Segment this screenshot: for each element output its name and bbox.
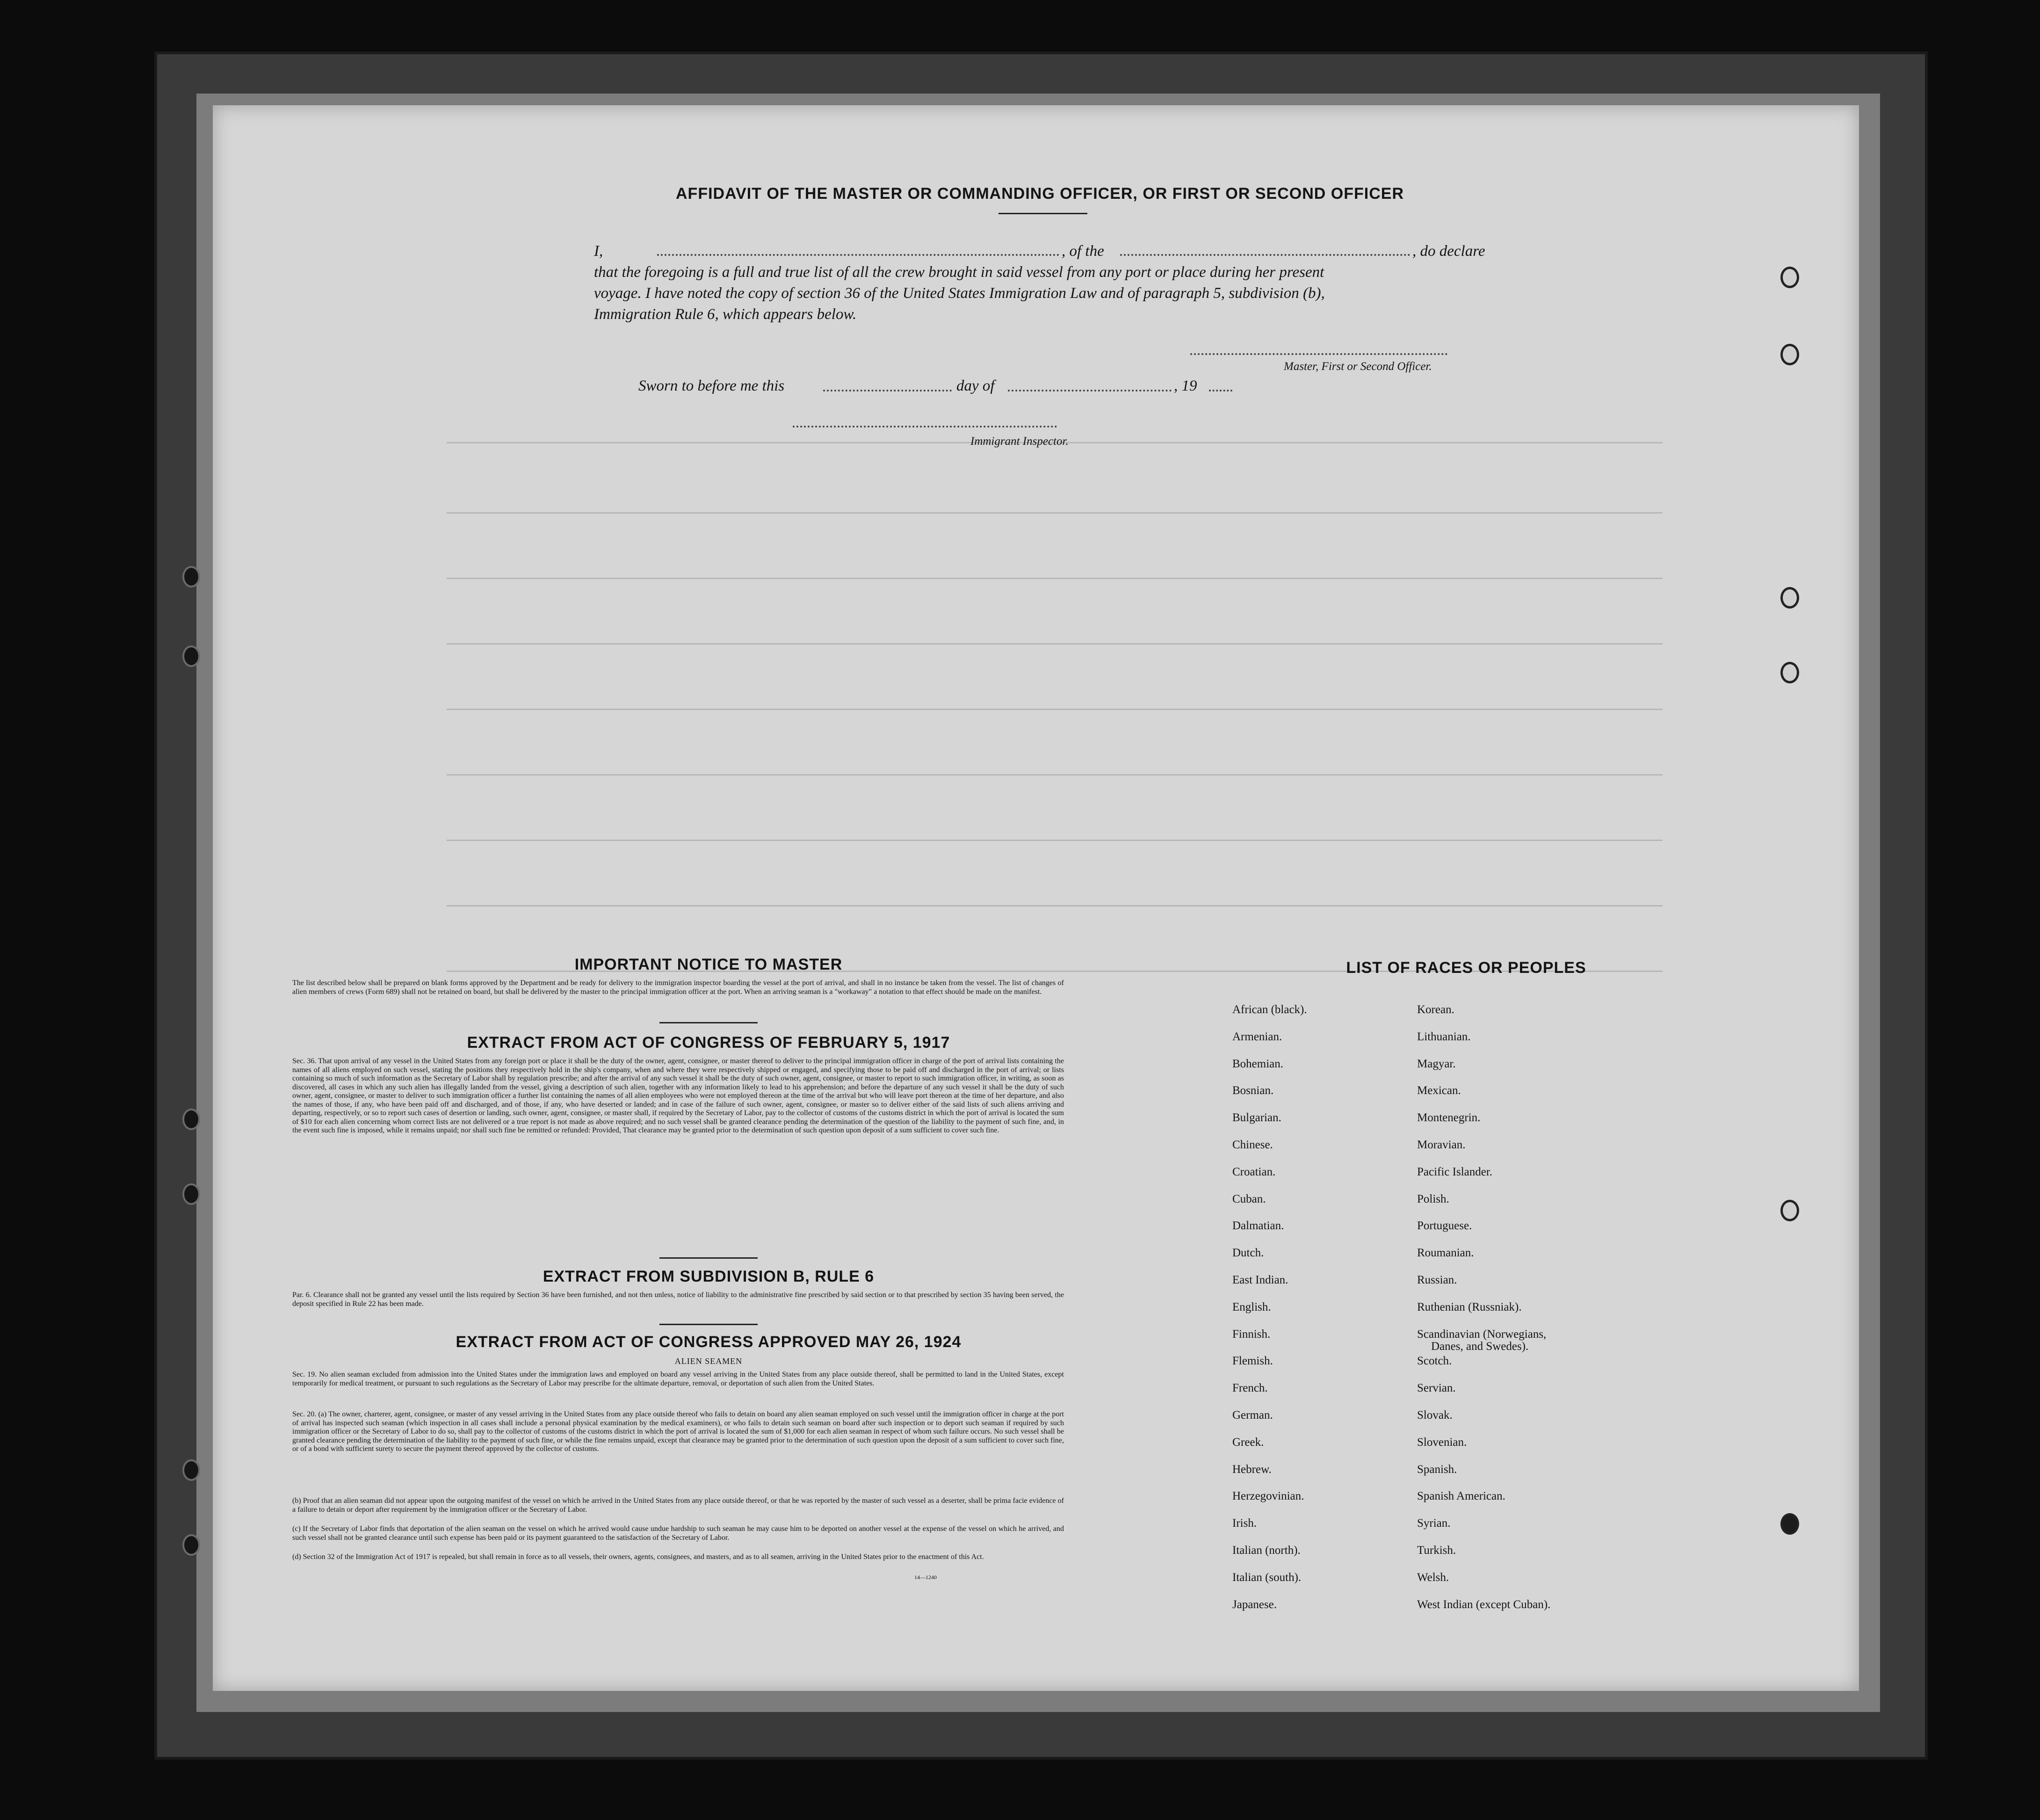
- ring-hole-icon: [1780, 587, 1799, 609]
- race-item: Italian (south).: [1232, 1571, 1302, 1584]
- race-item: German.: [1232, 1409, 1273, 1421]
- race-item: Montenegrin.: [1417, 1111, 1481, 1124]
- inspector-signature-field[interactable]: [793, 426, 1057, 428]
- race-item: Bosnian.: [1232, 1084, 1274, 1097]
- race-item: Dutch.: [1232, 1247, 1264, 1260]
- race-item: East Indian.: [1232, 1274, 1288, 1286]
- section-divider: [659, 1324, 758, 1325]
- race-item: Dalmatian.: [1232, 1219, 1284, 1233]
- affidavit-do-declare-label: , do declare: [1412, 243, 1485, 260]
- form-number: 14—1240: [914, 1574, 937, 1581]
- race-item: Ruthenian (Russniak).: [1417, 1300, 1522, 1313]
- bleed-through-line: [447, 643, 1663, 645]
- race-item: English.: [1232, 1300, 1271, 1313]
- extract-1924-title: EXTRACT FROM ACT OF CONGRESS APPROVED MAY 26, 1924: [456, 1333, 962, 1351]
- race-item: Finnish.: [1232, 1327, 1271, 1341]
- binder-hole-icon: [182, 1534, 200, 1556]
- binder-hole-icon: [182, 1109, 200, 1130]
- race-item: Flemish.: [1232, 1355, 1273, 1368]
- affidavit-line-3: voyage. I have noted the copy of section 36 of the United States Immigration Law and of paragraph 5, subdivision (b),: [594, 285, 1325, 302]
- officer-signature-field[interactable]: [1190, 353, 1447, 355]
- race-item: Roumanian.: [1417, 1247, 1474, 1260]
- binder-hole-icon: [182, 645, 200, 667]
- race-item: Polish.: [1417, 1192, 1449, 1205]
- race-item: Korean.: [1417, 1003, 1454, 1016]
- race-item-continuation: Danes, and Swedes).: [1431, 1340, 1529, 1353]
- affidavit-title: AFFIDAVIT OF THE MASTER OR COMMANDING OFFICER, OR FIRST OR SECOND OFFICER: [676, 185, 1404, 203]
- extract-1924-para-20b: (b) Proof that an alien seaman did not appear upon the outgoing manifest of the vessel on which he arrived in the United States from any place outside thereof, or that he was reported by the master of such vessel as a deserter, shall be prima facie evidence of a failure to detain or deport after requirement by the immigration officer or the Secretary of Labor.: [292, 1497, 1064, 1514]
- bleed-through-line: [447, 774, 1663, 776]
- race-item: Welsh.: [1417, 1571, 1449, 1584]
- extract-1917-text: Sec. 36. That upon arrival of any vessel in the United States from any foreign port or place it shall be the duty of the owner, agent, consignee, or master thereof to deliver to the principal immigration officer in charge of the port of arrival lists containing the names of all aliens employed on such vessel, stating the positions they respectively hold in the ship's company, when and where they were respectively shipped or engaged, and specifying those to be paid off and discharged in the port of arrival; or lists containing so much of such information as the Secretary of Labor shall by regulation prescribe; and after the arrival of any such vessel it shall be the duty of such owner, agent, consignee, or master to report to such immigration officer, in writing, as soon as discovered, all cases in which any such alien has illegally landed from the vessel, giving a description of such alien, together with any information likely to lead to his apprehension; and before the departure of any such vessel it shall be the duty of such owner, agent, consignee, or master to deliver to such immigration officer a further list containing the names of all alien employees who were not employed thereon at the time of the arrival but who will leave port thereon at the time of her departure, and also the names of those, if any, who have been paid off and discharged, and of those, if any, who have deserted or landed; and in case of the failure of such owner, agent, consignee, or master so to deliver either of the said lists of such aliens arriving and departing, respectively, or so to report such cases of desertion or landing, such owner, agent, consignee, or master shall, if required by the Secretary of Labor, pay to the collector of customs of the customs district in which the port of arrival is located the sum of $10 for each alien concerning whom correct lists are not delivered or a true report is not made as above required; and no such vessel shall be granted clearance pending the determination of the question of the liability to the payment of such fine, and, in the event such fine is imposed, while it remains unpaid; nor shall such fine be remitted or refunded: Provided, That clearance may be granted prior to the determination of such question upon deposit of a sum sufficient to cover such fine.: [292, 1057, 1064, 1134]
- race-item: Lithuanian.: [1417, 1030, 1471, 1043]
- race-item: Portuguese.: [1417, 1219, 1472, 1233]
- race-item: Slovenian.: [1417, 1436, 1467, 1449]
- extract-1924-para-20d: (d) Section 32 of the Immigration Act of 1917 is repealed, but shall remain in force as to all vessels, their owners, agents, consignees, and masters, and as to all seamen, arriving in the United States prior to the enactment of this Act.: [292, 1553, 984, 1561]
- section-divider: [659, 1257, 758, 1259]
- section-divider: [659, 1022, 758, 1023]
- race-item: Russian.: [1417, 1274, 1457, 1286]
- ring-hole-icon: [1780, 662, 1799, 683]
- race-item: Spanish American.: [1417, 1490, 1505, 1503]
- bleed-through-line: [447, 578, 1663, 579]
- race-item: Japanese.: [1232, 1598, 1277, 1611]
- race-item: Spanish.: [1417, 1463, 1457, 1476]
- race-item: Irish.: [1232, 1517, 1257, 1530]
- affidavit-line-2: that the foregoing is a full and true list of all the crew brought in said vessel from any port or place during her present: [594, 264, 1324, 281]
- vessel-name-field[interactable]: [1120, 254, 1410, 256]
- affidavit-line-4: Immigration Rule 6, which appears below.: [594, 306, 857, 323]
- bleed-through-line: [447, 905, 1663, 906]
- binder-hole-icon: [182, 1459, 200, 1481]
- bleed-through-line: [447, 709, 1663, 710]
- race-item: Greek.: [1232, 1436, 1264, 1449]
- day-of-label: day of: [956, 377, 995, 394]
- race-item: Servian.: [1417, 1382, 1456, 1395]
- races-title: LIST OF RACES OR PEOPLES: [1346, 959, 1586, 977]
- bleed-through-line: [447, 512, 1663, 514]
- sworn-label: Sworn to before me this: [638, 377, 785, 394]
- inspector-caption: Immigrant Inspector.: [970, 435, 1069, 448]
- race-item: Slovak.: [1417, 1409, 1453, 1421]
- extract-1917-title: EXTRACT FROM ACT OF CONGRESS OF FEBRUARY 5, 1917: [467, 1034, 950, 1051]
- race-item: African (black).: [1232, 1003, 1307, 1016]
- year-label: , 19: [1174, 377, 1197, 394]
- race-item: Scotch.: [1417, 1355, 1452, 1368]
- ring-hole-icon: [1780, 1513, 1799, 1535]
- race-item: Syrian.: [1417, 1517, 1451, 1530]
- race-item: Turkish.: [1417, 1544, 1456, 1557]
- race-item: West Indian (except Cuban).: [1417, 1598, 1551, 1611]
- race-item: Pacific Islander.: [1417, 1165, 1493, 1178]
- notice-text: The list described below shall be prepared on blank forms approved by the Department and be ready for delivery to the immigration inspector boarding the vessel at the port of arrival, and shall in no instance be taken from the vessel. The list of changes of alien members of crews (Form 689) shall not be retained on board, but shall be delivered by the master to the principal immigration officer at the port. When an arriving seaman is a "workaway" a notation to that effect should be made on the manifest.: [292, 979, 1064, 996]
- extract-1924-para-20a: Sec. 20. (a) The owner, charterer, agent, consignee, or master of any vessel arriving in the United States from any place outside thereof who fails to detain on board any alien seaman employed on such vessel until the immigration officer in charge at the port of arrival has inspected such seaman (which inspection in all cases shall include a personal physical examination by the medical examiners), or who fails to detain such seaman on board after such inspection or to deport such seaman if required by such immigration officer or the Secretary of Labor to do so, shall pay to the collector of customs of the customs district in which the port of arrival is located the sum of $1,000 for each alien seaman in respect of whom such failure occurs. No such vessel shall be granted clearance pending the determination of the liability to the payment of such fine, or while the fine remains unpaid, except that clearance may be granted prior to the determination of such question upon the deposit of a sum sufficient to cover such fine, or of a bond with sufficient surety to secure the payment thereof approved by the collector of customs.: [292, 1410, 1064, 1453]
- race-item: Armenian.: [1232, 1030, 1282, 1043]
- manifest-page: [213, 105, 1859, 1691]
- race-item: Mexican.: [1417, 1084, 1461, 1097]
- race-item: Hebrew.: [1232, 1463, 1272, 1476]
- extract-rule6-text: Par. 6. Clearance shall not be granted any vessel until the lists required by Section 36 have been furnished, and not then unless, notice of liability to the administrative fine prescribed by said section or to that prescribed by section 35 having been served, the deposit specified in Rule 22 has been made.: [292, 1291, 1064, 1308]
- race-item: Moravian.: [1417, 1138, 1466, 1151]
- race-item: Chinese.: [1232, 1138, 1273, 1151]
- sworn-month-field[interactable]: [1008, 390, 1172, 392]
- race-item: Magyar.: [1417, 1057, 1456, 1070]
- ring-hole-icon: [1780, 344, 1799, 365]
- extract-1924-para-19: Sec. 19. No alien seaman excluded from admission into the United States under the immigration laws and employed on board any vessel arriving in the United States from any place outside thereof, shall be permitted to land in the United States, except temporarily for medical treatment, or pursuant to such regulations as the Secretary of Labor may prescribe for the ultimate departure, removal, or deportation of such alien from the United States.: [292, 1370, 1064, 1387]
- affidavit-i-label: I,: [594, 243, 603, 260]
- race-item: Herzegovinian.: [1232, 1490, 1304, 1503]
- race-item: Bohemian.: [1232, 1057, 1284, 1070]
- race-item: Italian (north).: [1232, 1544, 1301, 1557]
- binder-hole-icon: [182, 566, 200, 587]
- race-item: Cuban.: [1232, 1192, 1266, 1205]
- signature-caption: Master, First or Second Officer.: [1284, 360, 1432, 373]
- title-underline: [998, 213, 1087, 214]
- ring-hole-icon: [1780, 267, 1799, 288]
- ring-hole-icon: [1780, 1200, 1799, 1221]
- race-item: Bulgarian.: [1232, 1111, 1281, 1124]
- affidavit-of-the-label: , of the: [1062, 243, 1104, 260]
- race-item: French.: [1232, 1382, 1268, 1395]
- binder-hole-icon: [182, 1183, 200, 1205]
- extract-1924-subtitle: ALIEN SEAMEN: [674, 1356, 743, 1366]
- extract-rule6-title: EXTRACT FROM SUBDIVISION B, RULE 6: [543, 1268, 875, 1285]
- extract-1924-para-20c: (c) If the Secretary of Labor finds that deportation of the alien seaman on the vessel on which he arrived would cause undue hardship to such seaman he may cause him to be deported on another vessel at the expense of the vessel on which he arrived, and such vessel shall not be granted clearance until such expense has been paid or its payment guaranteed to the satisfaction of the Secretary of Labor.: [292, 1525, 1064, 1542]
- bleed-through-line: [447, 840, 1663, 841]
- race-item: Croatian.: [1232, 1165, 1276, 1178]
- notice-title: IMPORTANT NOTICE TO MASTER: [574, 956, 843, 973]
- sworn-year-field[interactable]: [1209, 390, 1232, 392]
- race-item: Scandinavian (Norwegians,: [1417, 1327, 1547, 1341]
- master-name-field[interactable]: [657, 254, 1059, 256]
- sworn-day-field[interactable]: [823, 390, 952, 392]
